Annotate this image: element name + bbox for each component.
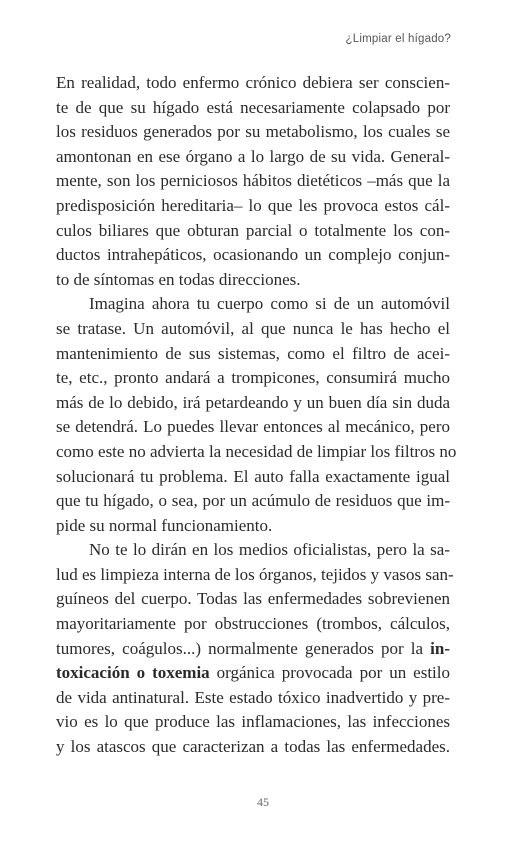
- text-line: lud es limpieza interna de los órganos, tejidos y vasos san-: [56, 564, 454, 584]
- running-header: ¿Limpiar el hígado?: [345, 33, 451, 45]
- text-line: mantenimiento de sus sistemas, como el filtro de acei-: [56, 343, 450, 363]
- plain-text: orgánica provocada por un estilo: [209, 663, 450, 683]
- text-line: ductos intrahepáticos, ocasionando un complejo conjun-: [56, 245, 450, 265]
- text-line: vio es lo que produce las inflamaciones, las infecciones: [56, 712, 450, 732]
- body-text: [56, 71, 457, 760]
- bold-text: in-: [430, 638, 450, 658]
- text-line: los residuos generados por su metabolismo, los cuales se: [56, 122, 450, 142]
- text-line: se detendrá. Lo puedes llevar entonces al mecánico, pero: [56, 417, 450, 437]
- text-line: pide su normal funcionamiento.: [56, 515, 273, 535]
- paragraph-2: [56, 292, 457, 538]
- paragraph-1: [56, 71, 450, 292]
- text-line: se tratase. Un automóvil, al que nunca le has hecho el: [56, 318, 450, 338]
- plain-text: tumores, coágulos...) normalmente generados por la: [56, 638, 431, 658]
- text-line: te, etc., pronto andará a trompicones, consumirá mucho: [56, 368, 450, 388]
- paragraph-3: [56, 538, 454, 759]
- text-line: mayoritariamente por obstrucciones (trombos, cálculos,: [56, 614, 450, 634]
- text-line: más de lo debido, irá petardeando y un buen día sin duda: [56, 392, 450, 412]
- text-line: predisposición hereditaria– lo que les provoca estos cál-: [56, 195, 450, 215]
- bold-text: toxicación o toxemia: [56, 663, 210, 683]
- text-line: to de síntomas en todas direcciones.: [56, 269, 301, 289]
- text-line: No te lo dirán en los medios oficialistas, pero la sa-: [89, 540, 450, 560]
- text-line: culos biliares que obturan parcial o totalmente los con-: [56, 220, 450, 240]
- text-line: amontonan en ese órgano a lo largo de su vida. General-: [56, 146, 450, 166]
- page-number: 45: [257, 795, 269, 809]
- text-line: te de que su hígado está necesariamente colapsado por: [56, 97, 450, 117]
- text-line: [56, 661, 450, 686]
- text-line: Imagina ahora tu cuerpo como si de un automóvil: [89, 294, 450, 314]
- text-line: y los atascos que caracterizan a todas las enfermedades.: [56, 737, 450, 757]
- text-line: como este no advierta la necesidad de limpiar los filtros no: [56, 441, 457, 461]
- text-line: mente, son los perniciosos hábitos dietéticos –más que la: [56, 171, 450, 191]
- text-line: que tu hígado, o sea, por un acúmulo de residuos que im-: [56, 491, 450, 511]
- text-line: [56, 637, 450, 662]
- text-line: guíneos del cuerpo. Todas las enfermedades sobrevienen: [56, 589, 450, 609]
- text-line: de vida antinatural. Este estado tóxico inadvertido y pre-: [56, 687, 450, 707]
- text-line: En realidad, todo enfermo crónico debiera ser conscien-: [56, 73, 450, 92]
- text-line: solucionará tu problema. El auto falla exactamente igual: [56, 466, 450, 486]
